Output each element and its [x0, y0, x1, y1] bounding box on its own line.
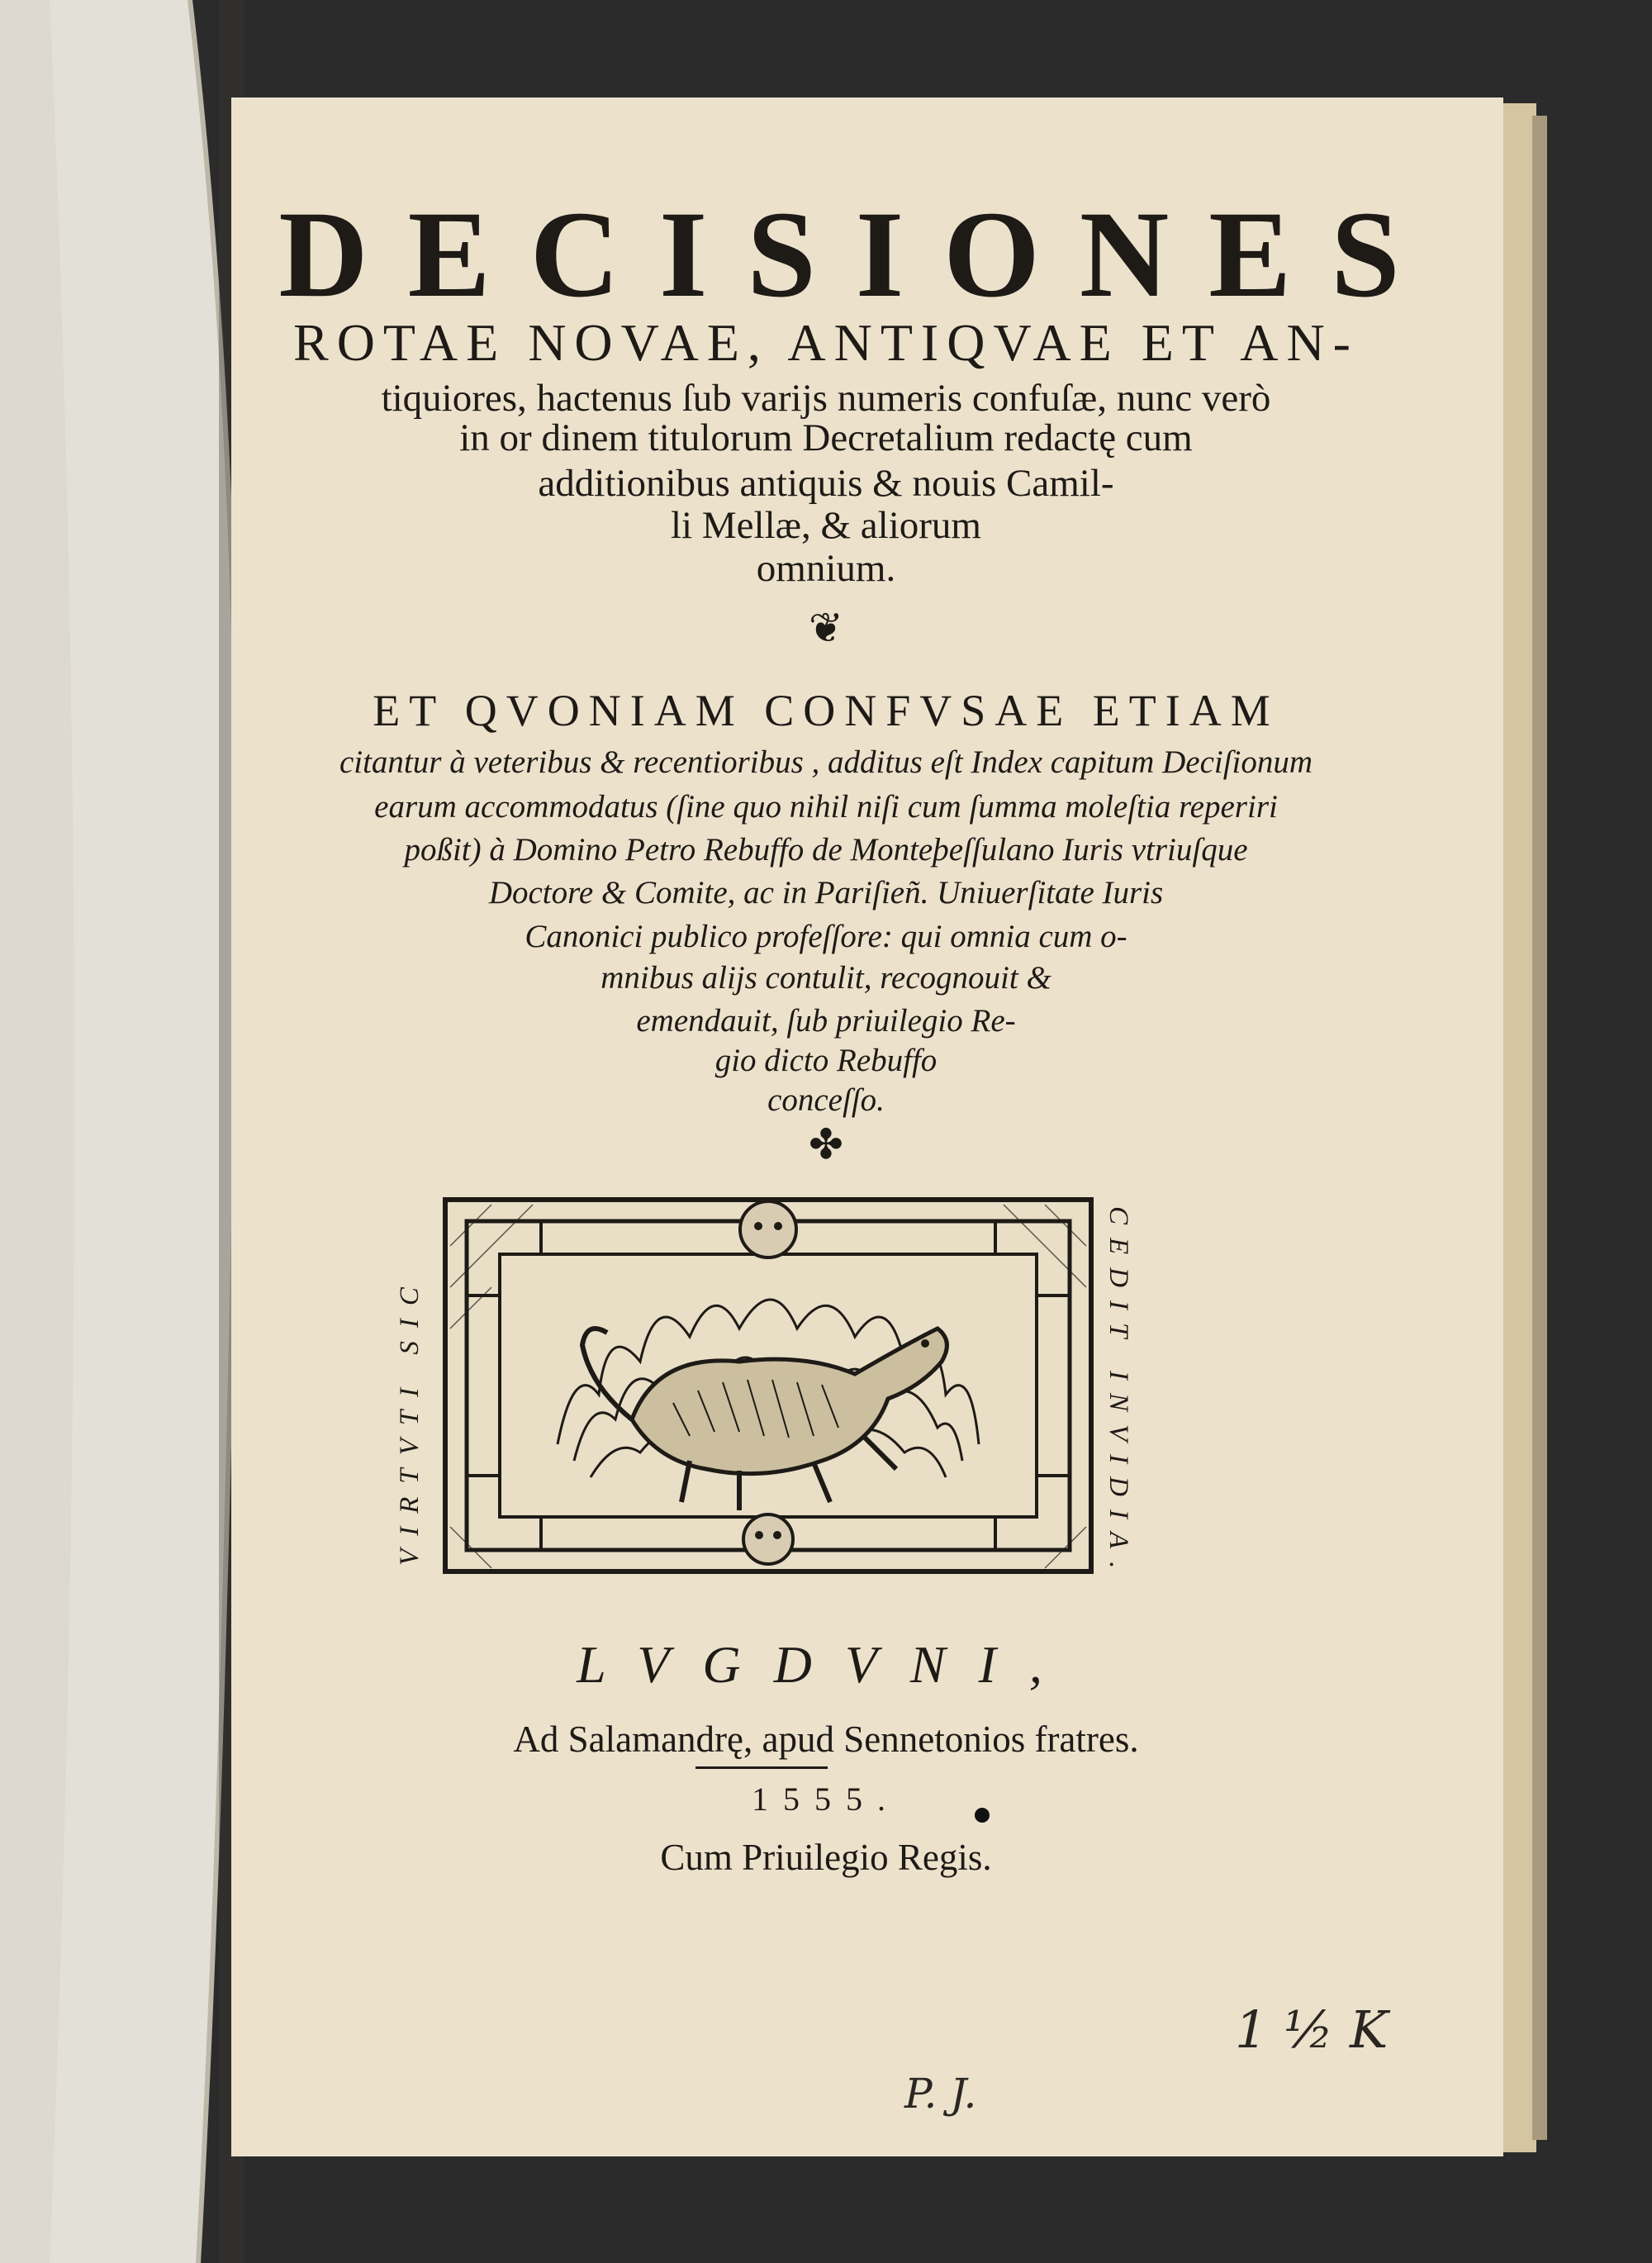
fleuron-ornament-2: ✤ [809, 1121, 843, 1167]
italic-line-7: emendauit, ſub priuilegio Re- [636, 1003, 1016, 1039]
ink-dot [973, 1806, 991, 1824]
italic-line-5: Canonici publico profeſſore: qui omnia cum o- [525, 919, 1127, 954]
italic-line-6: mnibus alijs contulit, recognouit & [601, 960, 1051, 996]
device-motto-left: VIRTVTI SIC [395, 1274, 425, 1566]
subtitle-line-3: in or dinem titulorum Decretalium redactę cum [459, 416, 1193, 459]
subtitle-line-6: omnium. [756, 547, 896, 590]
imprint-privilege: Cum Priuilegio Regis. [660, 1837, 992, 1878]
imprint-printer: Ad Salamandrę, apud Sennetonios fratres. [513, 1719, 1139, 1760]
device-motto-right: CEDIT INVIDIA. [1104, 1206, 1133, 1582]
fleuron-ornament: ❦ [809, 605, 843, 651]
imprint-rule [695, 1766, 828, 1770]
italic-line-3: poßit) à Domino Petro Rebuffo de Monteþeſſulano Iuris vtriuſque [404, 832, 1248, 868]
italic-line-9: conceſſo. [767, 1082, 885, 1118]
italic-line-4: Doctore & Comite, ac in Pariſieñ. Uniuerſitate Iuris [488, 875, 1164, 910]
italic-line-8: gio dicto Rebuffo [714, 1043, 938, 1078]
subtitle-line-2: tiquiores, hactenus ſub varijs numeris confuſæ, nunc verò [381, 377, 1271, 420]
second-heading: ET QVONIAM CONFVSAE ETIAM [373, 686, 1279, 735]
subtitle-line-1: ROTAE NOVAE, ANTIQVAE ET AN- [293, 313, 1359, 372]
handwritten-initials: P. J. [904, 2070, 977, 2118]
subtitle-line-5: li Mellæ, & aliorum [671, 504, 981, 547]
imprint-year: 1555. [752, 1780, 900, 1818]
subtitle-line-4: additionibus antiquis & nouis Camil- [538, 462, 1114, 505]
handwritten-shelfmark: 1 ½ K [1235, 1999, 1389, 2060]
imprint-city: LVGDVNI, [577, 1635, 1075, 1694]
salamander-device-image [442, 1196, 1094, 1575]
page-title: DECISIONES [278, 186, 1440, 323]
italic-line-2: earum accommodatus (ſine quo nihil niſi cum ſumma moleſtia reperiri [374, 789, 1278, 825]
italic-line-1: citantur à veteribus & recentioribus , additus eſt Index capitum Deciſionum [339, 744, 1313, 780]
